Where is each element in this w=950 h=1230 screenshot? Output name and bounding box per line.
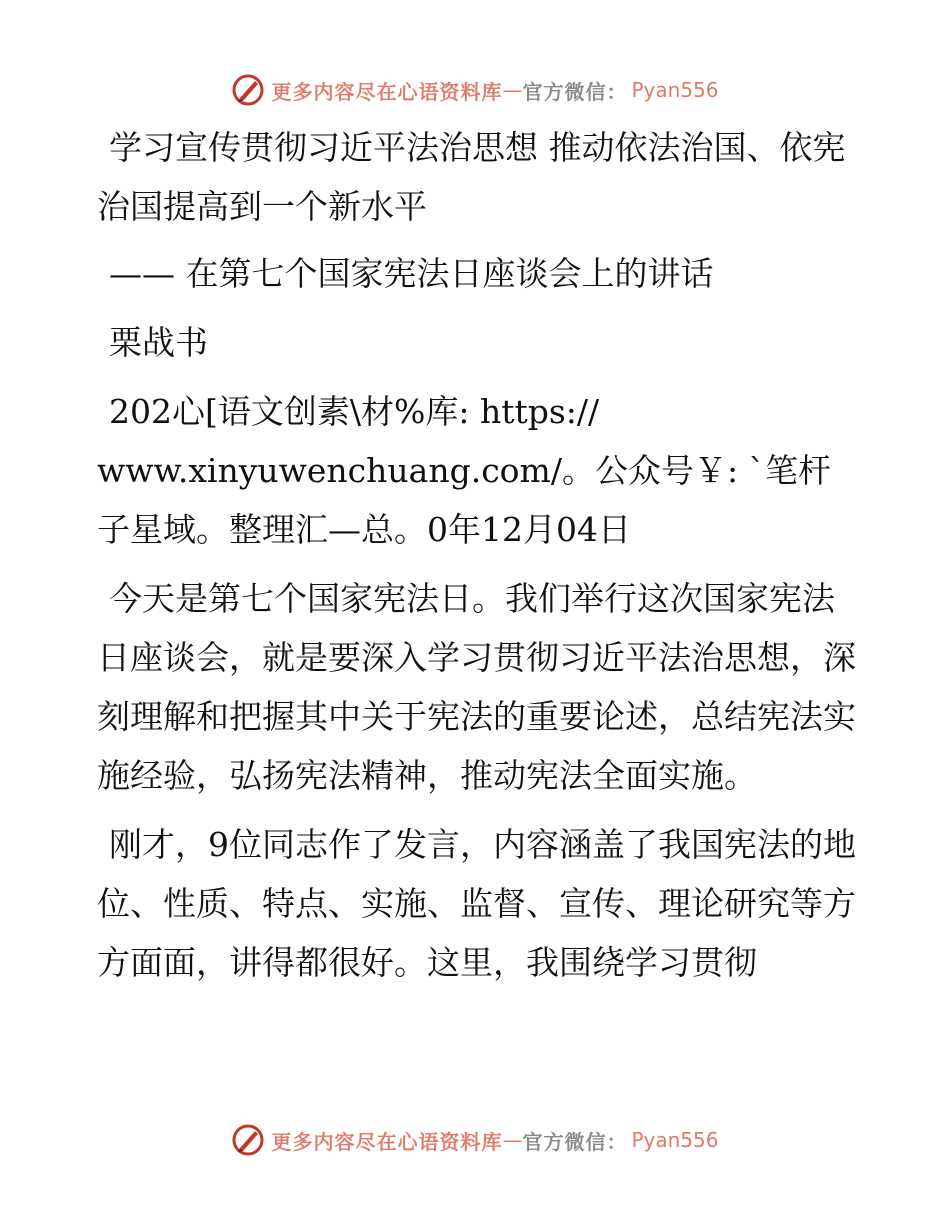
banner-separator: — bbox=[502, 1128, 523, 1152]
pen-logo-icon bbox=[231, 73, 265, 107]
footer-banner bbox=[0, 1122, 950, 1158]
body-paragraph-2: 刚才，9位同志作了发言，内容涵盖了我国宪法的地位、性质、特点、实施、监督、宣传、理论研究等方方面面，讲得都很好。这里，我围绕学习贯彻 bbox=[97, 825, 856, 982]
banner-text: 更多内容尽在心语资料库 bbox=[271, 1129, 503, 1154]
document-subtitle: —— 在第七个国家宪法日座谈会上的讲话 bbox=[109, 254, 714, 293]
source-line: 202心[语文创素\材%库: https:// www.xinyuwenchuang.com/。公众号￥: `笔杆子星域。整理汇—总。0年12月04日 bbox=[97, 392, 832, 549]
document-body bbox=[97, 118, 857, 1002]
pen-logo-icon bbox=[231, 1123, 265, 1157]
banner-official-label: 官方微信： bbox=[522, 1129, 628, 1154]
banner-official-label: 官方微信： bbox=[522, 79, 628, 104]
banner-text: 更多内容尽在心语资料库 bbox=[271, 79, 503, 104]
banner-wechat-id: Pyan556 bbox=[631, 78, 719, 102]
header-banner bbox=[0, 72, 950, 108]
banner-wechat-id: Pyan556 bbox=[631, 1128, 719, 1152]
document-title: 学习宣传贯彻习近平法治思想 推动依法治国、依宪治国提高到一个新水平 bbox=[97, 128, 846, 226]
banner-separator: — bbox=[502, 78, 523, 102]
document-author: 栗战书 bbox=[109, 323, 208, 362]
body-paragraph-1: 今天是第七个国家宪法日。我们举行这次国家宪法日座谈会，就是要深入学习贯彻习近平法治思想，深刻理解和把握其中关于宪法的重要论述，总结宪法实施经验，弘扬宪法精神，推动宪法全面实施。 bbox=[97, 579, 856, 795]
